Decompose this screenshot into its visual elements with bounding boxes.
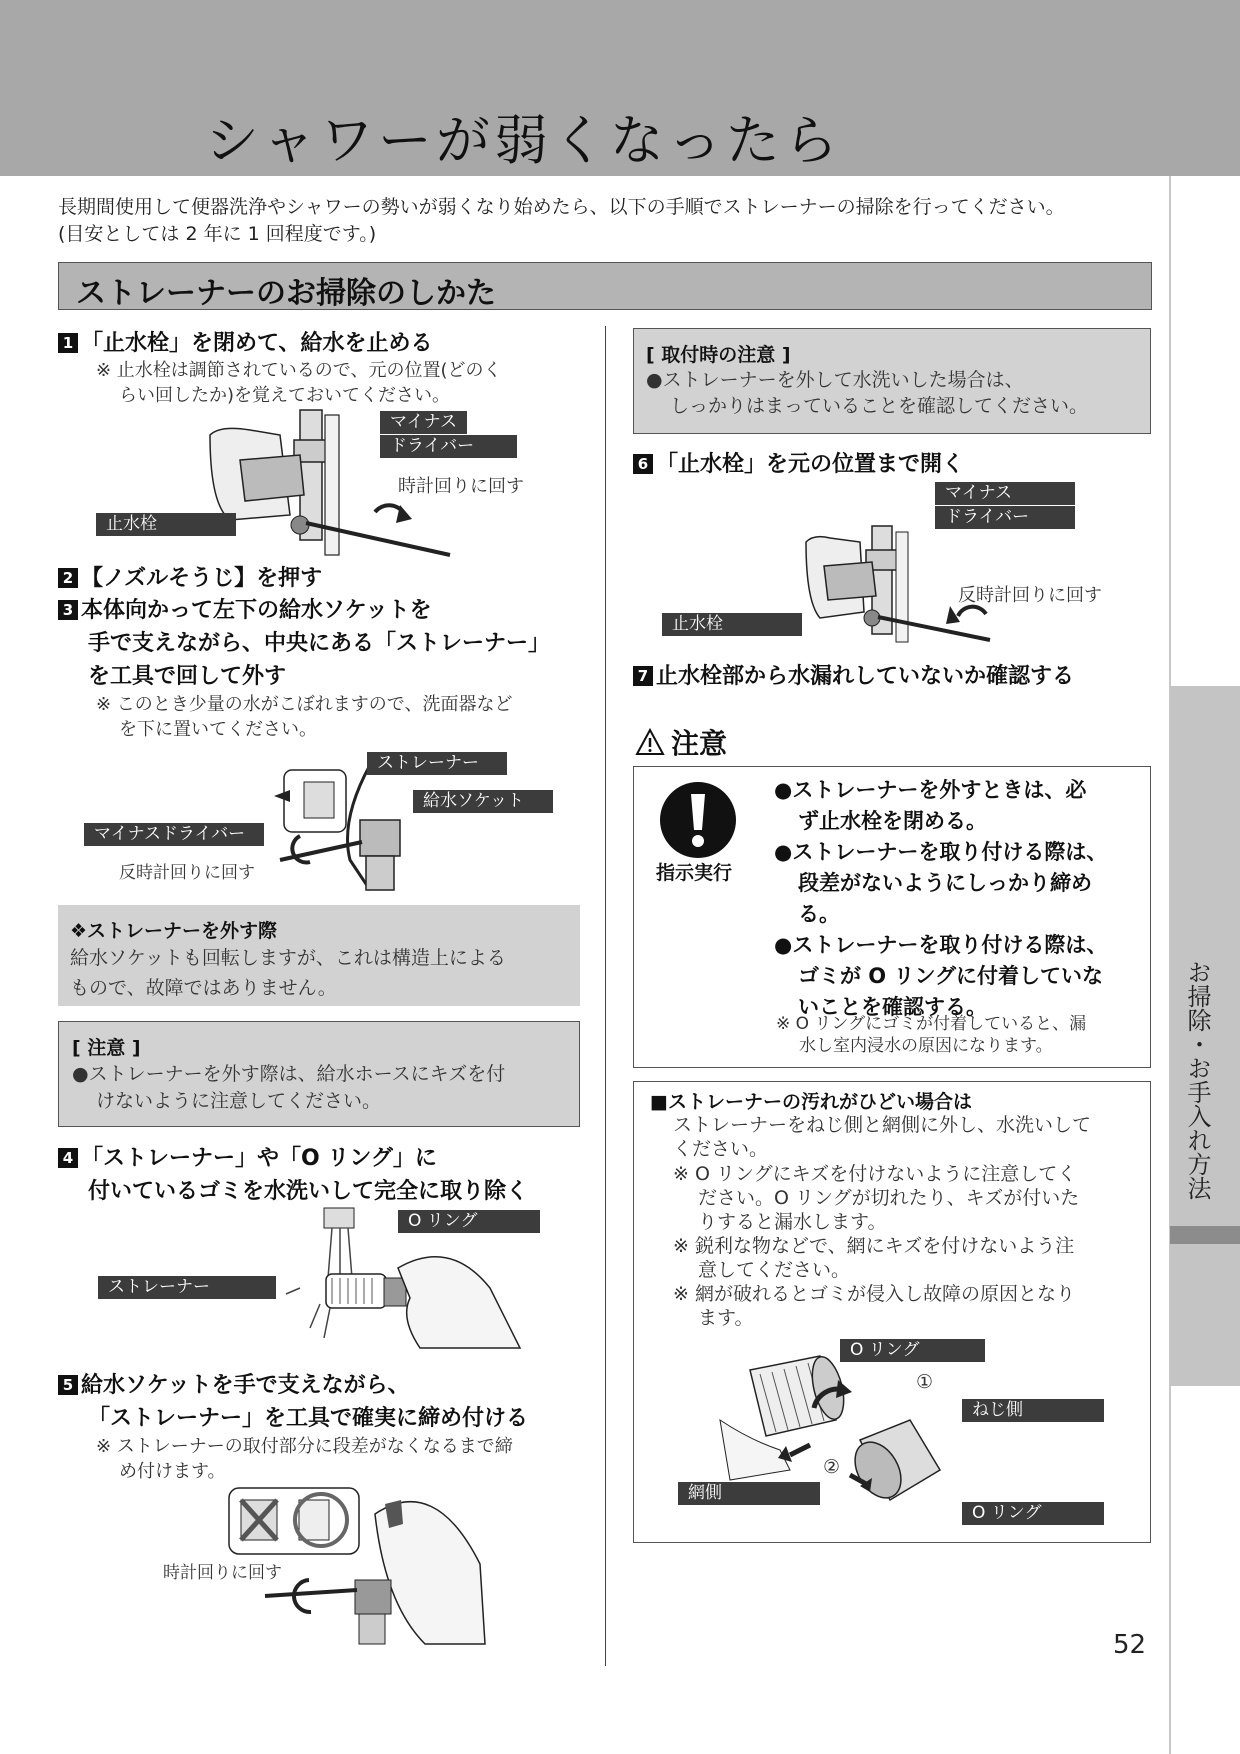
left-caution-title: [ 注意 ] [72,1037,141,1059]
warning-line-1: ●ストレーナーを外すときは、必 [774,778,1087,802]
step-4-number: 4 [58,1148,78,1168]
warning-icon-label: 指示実行 [656,862,733,884]
warning-line-5: る。 [798,902,840,926]
page-number: 52 [1113,1630,1147,1660]
step-3-title-2: 手で支えながら、中央にある「ストレーナー」 [88,631,551,656]
page-title: シャワーが弱くなったら [205,109,842,172]
intro-line-2: (目安としては 2 年に 1 回程度です。) [58,223,377,245]
tip-title: ❖ストレーナーを外す際 [70,920,278,942]
step-mark-1: ① [916,1371,934,1393]
warning-heading: 注意 [671,727,728,760]
step-1-title: 「止水栓」を閉めて、給水を止める [81,331,433,356]
step-6-rotate-label: 反時計回りに回す [958,585,1102,606]
warning-line-2: ず止水栓を閉める。 [798,809,987,833]
warning-line-4: 段差がないようにしっかり締め [798,871,1092,895]
step-1-note-1: ※ 止水栓は調節されているので、元の位置(どのく [96,360,502,381]
warning-note-2: 水し室内浸水の原因になります。 [799,1036,1053,1056]
step-3-driver-label: マイナスドライバー [84,823,264,846]
step-1-driver-label-1: マイナス [380,411,467,434]
intro-line-1: 長期間使用して便器洗浄やシャワーの勢いが弱くなり始めたら、以下の手順でストレーナーの掃除を行ってください。 [58,196,1065,218]
step-3-note-1: ※ このとき少量の水がこぼれますので、洗面器など [96,694,513,715]
dirty-oring-top-label: O リング [840,1339,985,1362]
left-caution-line-2: けないように注意してください。 [96,1090,382,1112]
tip-line-2: もので、故障ではありません。 [70,977,337,999]
step-4-title-1: 「ストレーナー」や「O リング」に [81,1146,437,1171]
step-5-title-1: 給水ソケットを手で支えながら、 [81,1373,410,1398]
dirty-mesh-label: 網側 [678,1482,820,1505]
step-1-number: 1 [58,333,78,353]
step-3-heading [58,593,432,624]
step-7-heading [633,659,1074,690]
step-6-driver-label-2: ドライバー [935,506,1075,529]
step-3-socket-label: 給水ソケット [413,790,553,813]
dirty-note-3: りすると漏水します。 [698,1211,887,1233]
step-5-title-2: 「ストレーナー」を工具で確実に締め付ける [88,1406,529,1431]
step-3-strainer-label: ストレーナー [367,752,507,775]
step-1-valve-label: 止水栓 [96,513,236,536]
dirty-screw-label: ねじ側 [962,1399,1104,1422]
dirty-note-4: ※ 鋭利な物などで、網にキズを付けないよう注 [673,1235,1075,1257]
step-1-note-2: らい回したか)を覚えておいてください。 [119,385,451,406]
step-6-valve-label: 止水栓 [662,613,802,636]
step-6-title: 「止水栓」を元の位置まで開く [656,452,965,477]
dirty-note-6: ※ 網が破れるとゴミが侵入し故障の原因となり [673,1283,1075,1305]
warning-line-6: ●ストレーナーを取り付ける際は、 [774,933,1108,957]
step-6-driver-label-1: マイナス [935,482,1075,505]
step-3-number: 3 [58,600,78,620]
step-3-title-1: 本体向かって左下の給水ソケットを [81,598,432,623]
warning-line-7: ゴミが O リングに付着していな [798,964,1104,988]
warning-note-1: ※ O リングにゴミが付着していると、漏 [776,1014,1087,1034]
step-3-illustration [270,760,470,890]
dirty-note-5: 意してください。 [698,1259,851,1281]
step-4-heading [58,1141,437,1172]
step-5-note-2: め付けます。 [119,1461,226,1482]
step-5-note-1: ※ ストレーナーの取付部分に段差がなくなるまで締 [96,1436,513,1457]
warning-lines [774,775,1107,1023]
chapter-side-tab-label: お掃除・お手入れ方法 [1183,960,1211,1200]
step-5-number: 5 [58,1375,78,1395]
step-5-rotate-label: 時計回りに回す [163,1563,282,1583]
dirty-line-1: ストレーナーをねじ側と網側に外し、水洗いして [673,1114,1092,1136]
dirty-note-2: ださい。O リングが切れたり、キズが付いた [698,1187,1080,1209]
step-3-title-3: を工具で回して外す [88,664,287,689]
step-4-strainer-label: ストレーナー [98,1276,276,1299]
dirty-note-7: ます。 [698,1307,754,1329]
left-caution-line-1: ●ストレーナーを外す際は、給水ホースにキズを付 [72,1063,506,1085]
install-note-title: [ 取付時の注意 ] [646,344,791,366]
step-6-number: 6 [633,454,653,474]
step-mark-2: ② [823,1456,841,1478]
step-3-rotate-label: 反時計回りに回す [119,863,255,883]
tip-line-1: 給水ソケットも回転しますが、これは構造上による [70,947,506,969]
step-6-heading [633,447,964,478]
dirty-notes [673,1162,1079,1330]
step-4-title-2: 付いているゴミを水洗いして完全に取り除く [88,1179,529,1204]
dirty-line-2: ください。 [673,1138,769,1160]
step-4-oring-label: O リング [398,1210,540,1233]
dirty-title: ■ストレーナーの汚れがひどい場合は [650,1091,972,1113]
column-divider [605,326,606,1666]
step-1-heading [58,326,433,357]
install-note-line-1: ●ストレーナーを外して水洗いした場合は、 [646,369,1024,391]
step-7-number: 7 [633,666,653,686]
step-7-title: 止水栓部から水漏れしていないか確認する [656,664,1075,689]
dirty-note-1: ※ O リングにキズを付けないように注意してく [673,1163,1077,1185]
section-title: ストレーナーのお掃除のしかた [76,276,496,311]
warning-line-8: いことを確認する。 [798,995,987,1019]
step-5-heading [58,1368,410,1399]
step-2-number: 2 [58,568,78,588]
step-1-driver-label-2: ドライバー [380,435,517,458]
mandatory-action-icon [658,780,738,860]
step-3-note-2: を下に置いてください。 [119,719,317,740]
step-1-rotate-label: 時計回りに回す [398,476,524,497]
chapter-side-tab-band [1170,1226,1240,1244]
install-note-line-2: しっかりはまっていることを確認してください。 [670,395,1089,417]
step-2-heading [58,561,322,592]
warning-triangle-icon [635,728,665,756]
dirty-oring-bottom-label: O リング [962,1502,1104,1525]
warning-line-3: ●ストレーナーを取り付ける際は、 [774,840,1108,864]
step-2-title: 【ノズルそうじ】を押す [81,566,323,591]
